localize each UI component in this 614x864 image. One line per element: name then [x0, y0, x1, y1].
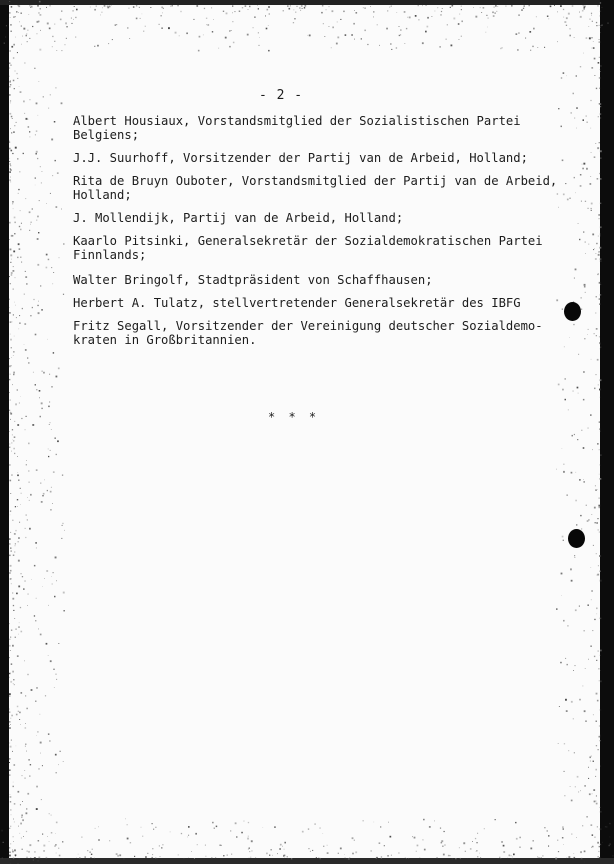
- list-item: Fritz Segall, Vorsitzender der Vereinigung deutscher Sozialdemo- kraten in Großbritannien.: [73, 319, 543, 347]
- list-item: Rita de Bruyn Ouboter, Vorstandsmitglied der Partij van de Arbeid, Holland;: [73, 174, 558, 202]
- list-item: Kaarlo Pitsinki, Generalsekretär der Sozialdemokratischen Partei Finnlands;: [73, 234, 543, 262]
- scan-border-bottom: [0, 858, 614, 864]
- punch-hole: [568, 529, 585, 548]
- section-separator: * * *: [268, 410, 320, 424]
- list-item: Albert Housiaux, Vorstandsmitglied der Sozialistischen Partei Belgiens;: [73, 114, 521, 142]
- list-item: Herbert A. Tulatz, stellvertretender Generalsekretär des IBFG: [73, 296, 521, 310]
- scan-border-left: [0, 0, 9, 864]
- participant-list: [73, 114, 558, 347]
- punch-hole: [564, 302, 581, 321]
- page-number: - 2 -: [259, 88, 304, 103]
- scan-border-top: [0, 0, 614, 5]
- list-item: Walter Bringolf, Stadtpräsident von Schaffhausen;: [73, 273, 433, 287]
- list-item: J.J. Suurhoff, Vorsitzender der Partij van de Arbeid, Holland;: [73, 151, 528, 165]
- list-item: J. Mollendijk, Partij van de Arbeid, Holland;: [73, 211, 404, 225]
- scan-border-right: [600, 0, 614, 864]
